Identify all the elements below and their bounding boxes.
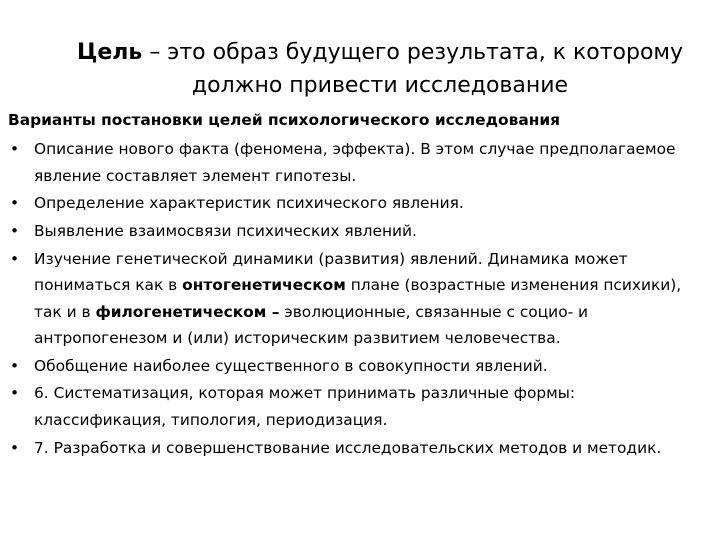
list-item-text: Описание нового факта (феномена, эффекта). В этом случае предполагаемое явление составляет элемент гипотезы. — [34, 140, 676, 185]
list-item — [8, 136, 708, 189]
bullet-icon: • — [10, 194, 20, 213]
slide-body — [8, 107, 708, 462]
bullet-icon: • — [10, 222, 20, 241]
bullet-icon: • — [10, 140, 20, 159]
goals-list — [8, 136, 708, 461]
list-item-text: Определение характеристик психического явления. — [34, 194, 464, 213]
list-item — [8, 435, 708, 461]
bullet-icon: • — [10, 356, 20, 375]
item-text-part: эволюционные, связанные с социо- и антропогенезом и (или) историческим развитием человечества. — [34, 302, 589, 347]
list-item — [8, 246, 708, 351]
list-item-text: 6. Систематизация, которая может принимать различные формы: классификация, типология, периодизация. — [34, 384, 576, 429]
bullet-icon: • — [10, 249, 20, 268]
list-item-text: Выявление взаимосвязи психических явлений. — [34, 222, 417, 241]
list-item — [8, 380, 708, 433]
bullet-icon: • — [10, 438, 20, 457]
list-item-text — [34, 250, 681, 347]
section-heading: Варианты постановки целей психологического исследования — [8, 111, 561, 129]
bullet-icon: • — [10, 384, 20, 403]
list-item — [8, 353, 708, 379]
term-phylogenetic: филогенетическом – — [95, 302, 280, 321]
slide-title — [40, 36, 720, 102]
term-ontogenetic: онтогенетическом — [182, 276, 346, 295]
title-term: Цель — [76, 40, 143, 65]
list-item-text: 7. Разработка и совершенствование исследовательских методов и методик. — [34, 438, 662, 457]
list-item-text: Обобщение наиболее существенного в совокупности явлений. — [34, 356, 548, 375]
item-text-part: плане (возрастные изменения психики), так и в — [34, 276, 682, 321]
list-item — [8, 218, 708, 244]
title-definition: – это образ будущего результата, к которому должно привести исследование — [142, 40, 684, 98]
item-text-part: Изучение генетической динамики (развития) явлений. Динамика может пониматься как в — [34, 249, 628, 295]
list-item — [8, 190, 708, 216]
